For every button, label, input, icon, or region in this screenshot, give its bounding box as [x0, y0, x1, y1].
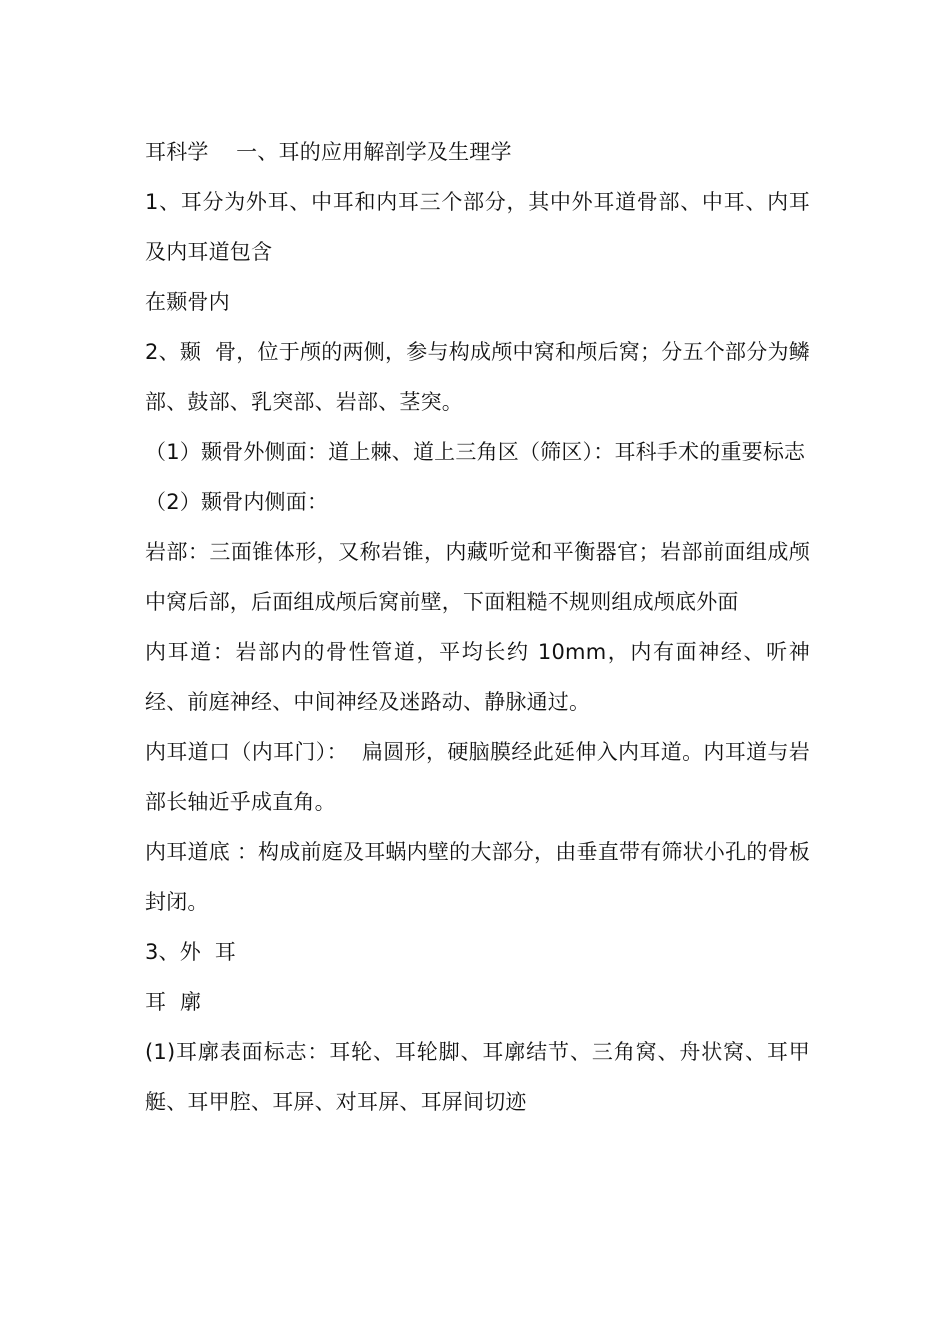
heading-otology: 耳科学 一、耳的应用解剖学及生理学 [145, 140, 512, 164]
paragraph-ear-divisions: 1、耳分为外耳、中耳和内耳三个部分，其中外耳道骨部、中耳、内耳及内耳道包含 [145, 190, 810, 264]
paragraph-temporal-bone: 2、颞 骨，位于颅的两侧，参与构成颅中窝和颅后窝；分五个部分为鳞部、鼓部、乳突部、岩部、茎突。 [145, 340, 810, 414]
heading-auricle: 耳 廓 [145, 990, 202, 1014]
paragraph-internal-meatus: 内耳道口（内耳门）： 扁圆形，硬脑膜经此延伸入内耳道。内耳道与岩部长轴近乎成直角。 [145, 740, 810, 814]
paragraph-auricle-landmarks: (1)耳廓表面标志：耳轮、耳轮脚、耳廓结节、三角窝、舟状窝、耳甲艇、耳甲腔、耳屏、对耳屏、耳屏间切迹 [145, 1040, 810, 1114]
paragraph-in-temporal-bone: 在颞骨内 [145, 290, 230, 314]
paragraph-petrous-part: 岩部：三面锥体形，又称岩锥，内藏听觉和平衡器官；岩部前面组成颅中窝后部，后面组成颅后窝前壁，下面粗糙不规则组成颅底外面 [145, 540, 810, 614]
heading-external-ear: 3、外 耳 [145, 940, 236, 964]
paragraph-temporal-medial: （2）颞骨内侧面： [145, 490, 329, 514]
document-body [145, 127, 810, 1127]
paragraph-temporal-lateral: （1）颞骨外侧面：道上棘、道上三角区（筛区）：耳科手术的重要标志 [145, 440, 806, 464]
paragraph-fundus: 内耳道底 ：构成前庭及耳蜗内壁的大部分，由垂直带有筛状小孔的骨板封闭。 [145, 840, 810, 914]
paragraph-internal-canal: 内耳道：岩部内的骨性管道，平均长约 10mm，内有面神经、听神经、前庭神经、中间神经及迷路动、静脉通过。 [145, 640, 810, 714]
